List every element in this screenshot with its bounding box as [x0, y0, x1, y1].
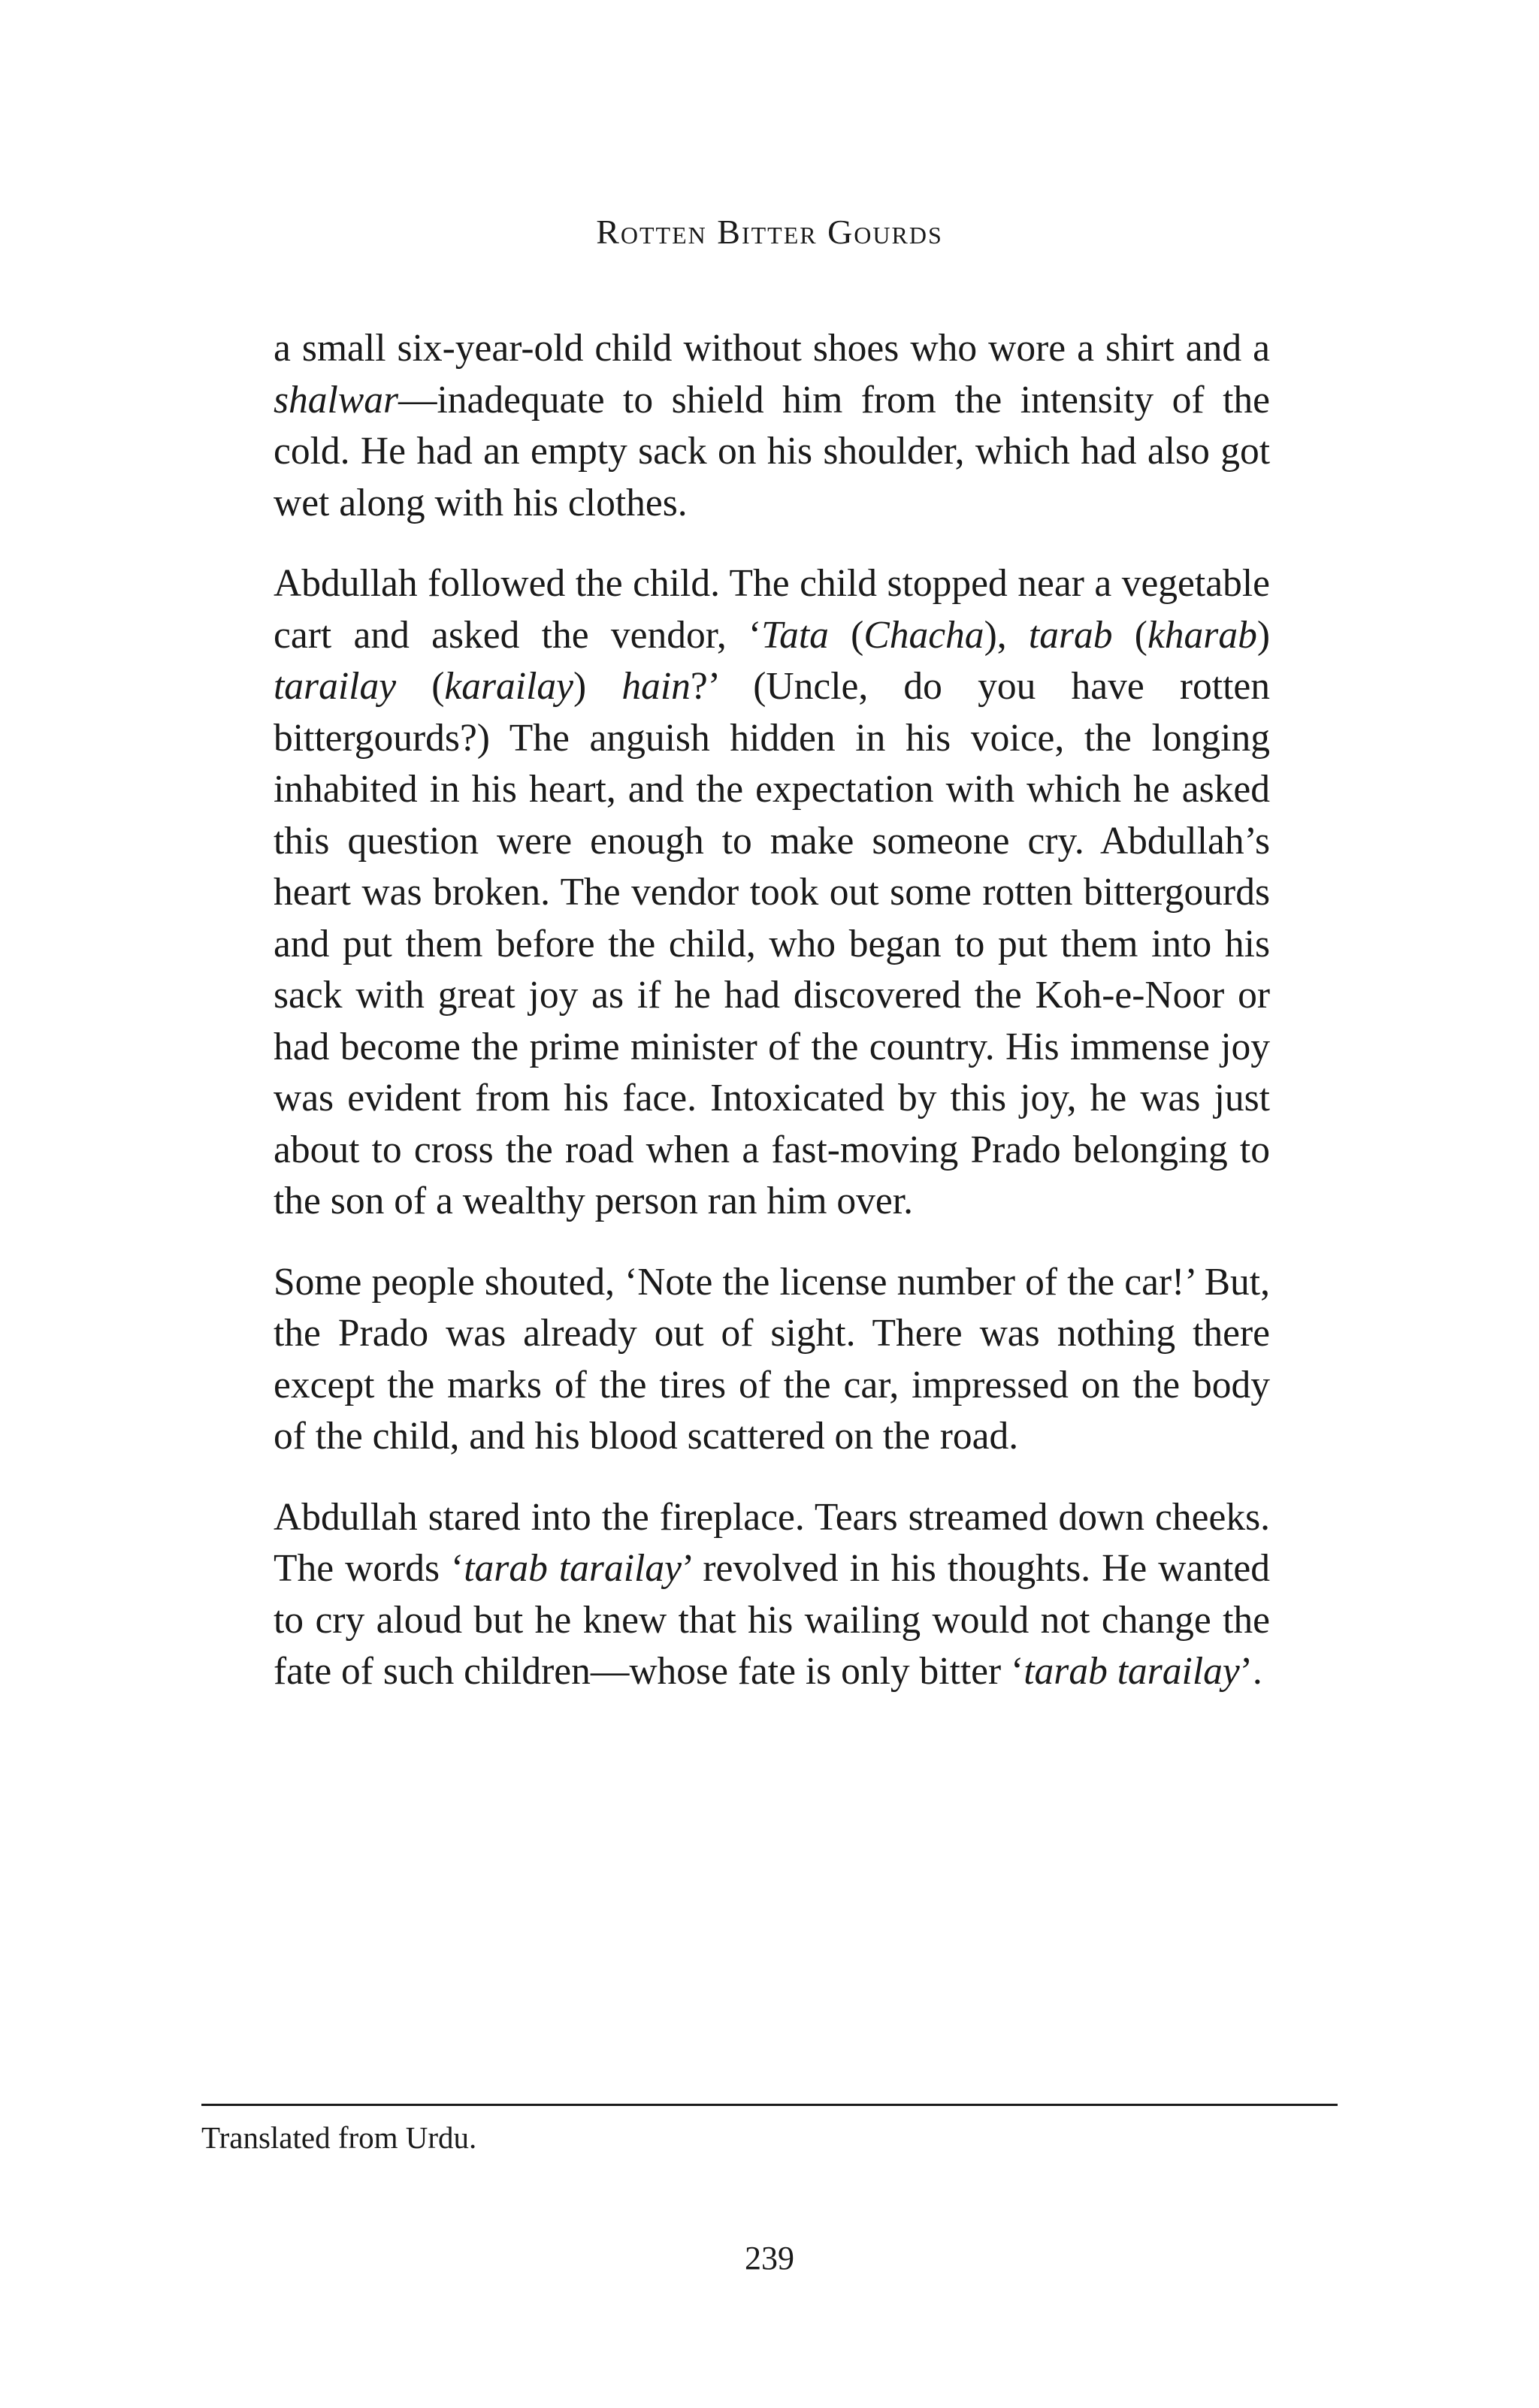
- paragraph: [274, 1492, 1270, 1698]
- text-run: (: [828, 613, 864, 657]
- italic-run: shalwar: [274, 378, 398, 421]
- text-run: ’.: [1239, 1650, 1262, 1693]
- footnote: Translated from Urdu.: [201, 2120, 477, 2155]
- running-head: Rotten Bitter Gourds: [596, 213, 943, 251]
- paragraph: [274, 323, 1270, 529]
- italic-run: hain: [621, 665, 691, 708]
- text-run: ): [1256, 613, 1271, 657]
- text-run: a small six-year-old child without shoes who wore a shirt and a: [274, 327, 1270, 370]
- text-run: Abdullah followed the child. The child stopped near a vegetable cart and asked the vendor, ‘: [274, 562, 1270, 657]
- text-run: Abdullah stared into the fireplace. Tears streamed down cheeks. The words ‘: [274, 1495, 1270, 1590]
- footnote-rule: [201, 2104, 1338, 2106]
- body-text: [274, 323, 1270, 1727]
- text-run: ?’ (Uncle, do you have rotten bittergourds?) The anguish hidden in his voice, the longing inhabited in his heart, and the expectation with which he asked this question were enough to make someone cry. Abdullah’s heart was broken. The vendor took out some rotten bittergourds and put them before the child, who began to put them into his sack with great joy as if he had discovered the Koh-e-Noor or had become the prime minister of the country. His immense joy was evident from his face. Intoxicated by this joy, he was just about to cross the road when a fast-moving Prado belonging to the son of a wealthy person ran him over.: [274, 665, 1271, 1222]
- italic-run: tarab: [1028, 613, 1113, 657]
- italic-run: Tata: [761, 613, 829, 657]
- text-run: ),: [984, 613, 1029, 657]
- italic-run: karailay: [444, 665, 574, 708]
- italic-run: tarailay: [274, 665, 397, 708]
- italic-run: Chacha: [863, 613, 984, 657]
- page-number: 239: [745, 2240, 794, 2277]
- italic-run: kharab: [1147, 613, 1257, 657]
- paragraph: [274, 1257, 1270, 1463]
- italic-run: tarab tarailay: [464, 1547, 682, 1590]
- paragraph: [274, 558, 1270, 1228]
- text-run: Some people shouted, ‘Note the license number of the car!’ But, the Prado was already out of sight. There was nothing there except the marks of the tires of the car, impressed on the body of the child, and his blood scattered on the road.: [274, 1260, 1270, 1458]
- text-run: (: [1112, 613, 1147, 657]
- italic-run: tarab tarailay: [1023, 1650, 1240, 1693]
- text-run: ’ revolved in his thoughts. He wanted to cry aloud but he knew that his wailing would not change the fate of such children—whose fate is only bitter ‘: [274, 1547, 1270, 1693]
- text-run: (: [396, 665, 445, 708]
- text-run: ): [573, 665, 622, 708]
- text-run: —inadequate to shield him from the intensity of the cold. He had an empty sack on his shoulder, which had also got wet along with his clothes.: [274, 378, 1270, 524]
